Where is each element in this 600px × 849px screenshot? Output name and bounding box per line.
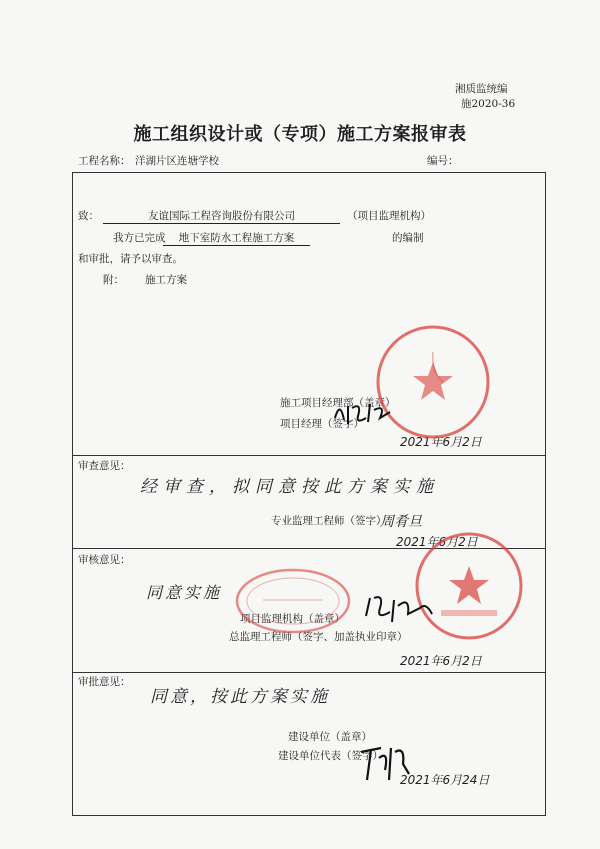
owner-representative-signature-icon xyxy=(357,740,412,785)
project-name-label: 工程名称： xyxy=(78,155,131,167)
chief-engineer-label: 总监理工程师（签字、加盖执业印章） xyxy=(229,631,408,643)
chief-engineer-signature-icon xyxy=(362,592,442,626)
date-section-1: 2021年6月2日 xyxy=(400,435,482,449)
specialist-engineer-label: 专业监理工程师（签字） xyxy=(271,515,387,527)
supervision-org-label: 项目监理机构（盖章） xyxy=(240,613,345,625)
contractor-dept-label: 施工项目经理部（盖章） xyxy=(280,397,396,409)
completed-plan-name: 地下室防水工程施工方案 xyxy=(163,232,310,246)
owner-unit-label: 建设单位（盖章） xyxy=(288,731,372,743)
registered-engineer-seal-icon xyxy=(233,566,353,636)
page-title: 施工组织设计或（专项）施工方案报审表 xyxy=(133,124,467,145)
attachment-value: 施工方案 xyxy=(145,274,187,286)
section-divider-3 xyxy=(72,672,546,673)
form-number: 施2020-36 xyxy=(461,98,516,110)
approval-opinion-label: 审批意见： xyxy=(78,676,131,688)
supervision-suffix: （项目监理机构） xyxy=(347,210,431,222)
supervision-company: 友谊国际工程咨询股份有限公司 xyxy=(103,210,340,224)
project-manager-label: 项目经理（签字） xyxy=(280,418,364,430)
completed-prefix: 我方已完成 xyxy=(113,232,166,244)
date-section-4: 2021年6月24日 xyxy=(400,773,490,787)
date-section-2: 2021年6月2日 xyxy=(396,535,478,549)
completed-suffix: 的编制 xyxy=(392,232,424,244)
section-divider-1 xyxy=(72,455,546,456)
review-opinion-label: 审查意见： xyxy=(78,460,131,472)
specialist-engineer-signature: 周肴旦 xyxy=(380,514,422,530)
owner-representative-label: 建设单位代表（签字） xyxy=(278,750,383,762)
addressee-label: 致： xyxy=(78,210,99,222)
serial-number-label: 编号： xyxy=(427,155,459,167)
project-name-value: 洋湖片区连塘学校 xyxy=(135,155,219,167)
attachment-label: 附： xyxy=(103,274,124,286)
audit-opinion-label: 审核意见： xyxy=(78,554,131,566)
date-section-3: 2021年6月2日 xyxy=(400,654,482,668)
approval-opinion-text: 同意，按此方案实施 xyxy=(150,687,330,707)
review-request: 和审批，请予以审查。 xyxy=(78,253,183,265)
project-manager-signature-icon xyxy=(330,398,400,428)
audit-opinion-text: 同意实施 xyxy=(146,583,223,602)
form-code: 湘质监统编 xyxy=(455,83,508,95)
review-opinion-text: 经审查，拟同意按此方案实施 xyxy=(140,477,439,497)
